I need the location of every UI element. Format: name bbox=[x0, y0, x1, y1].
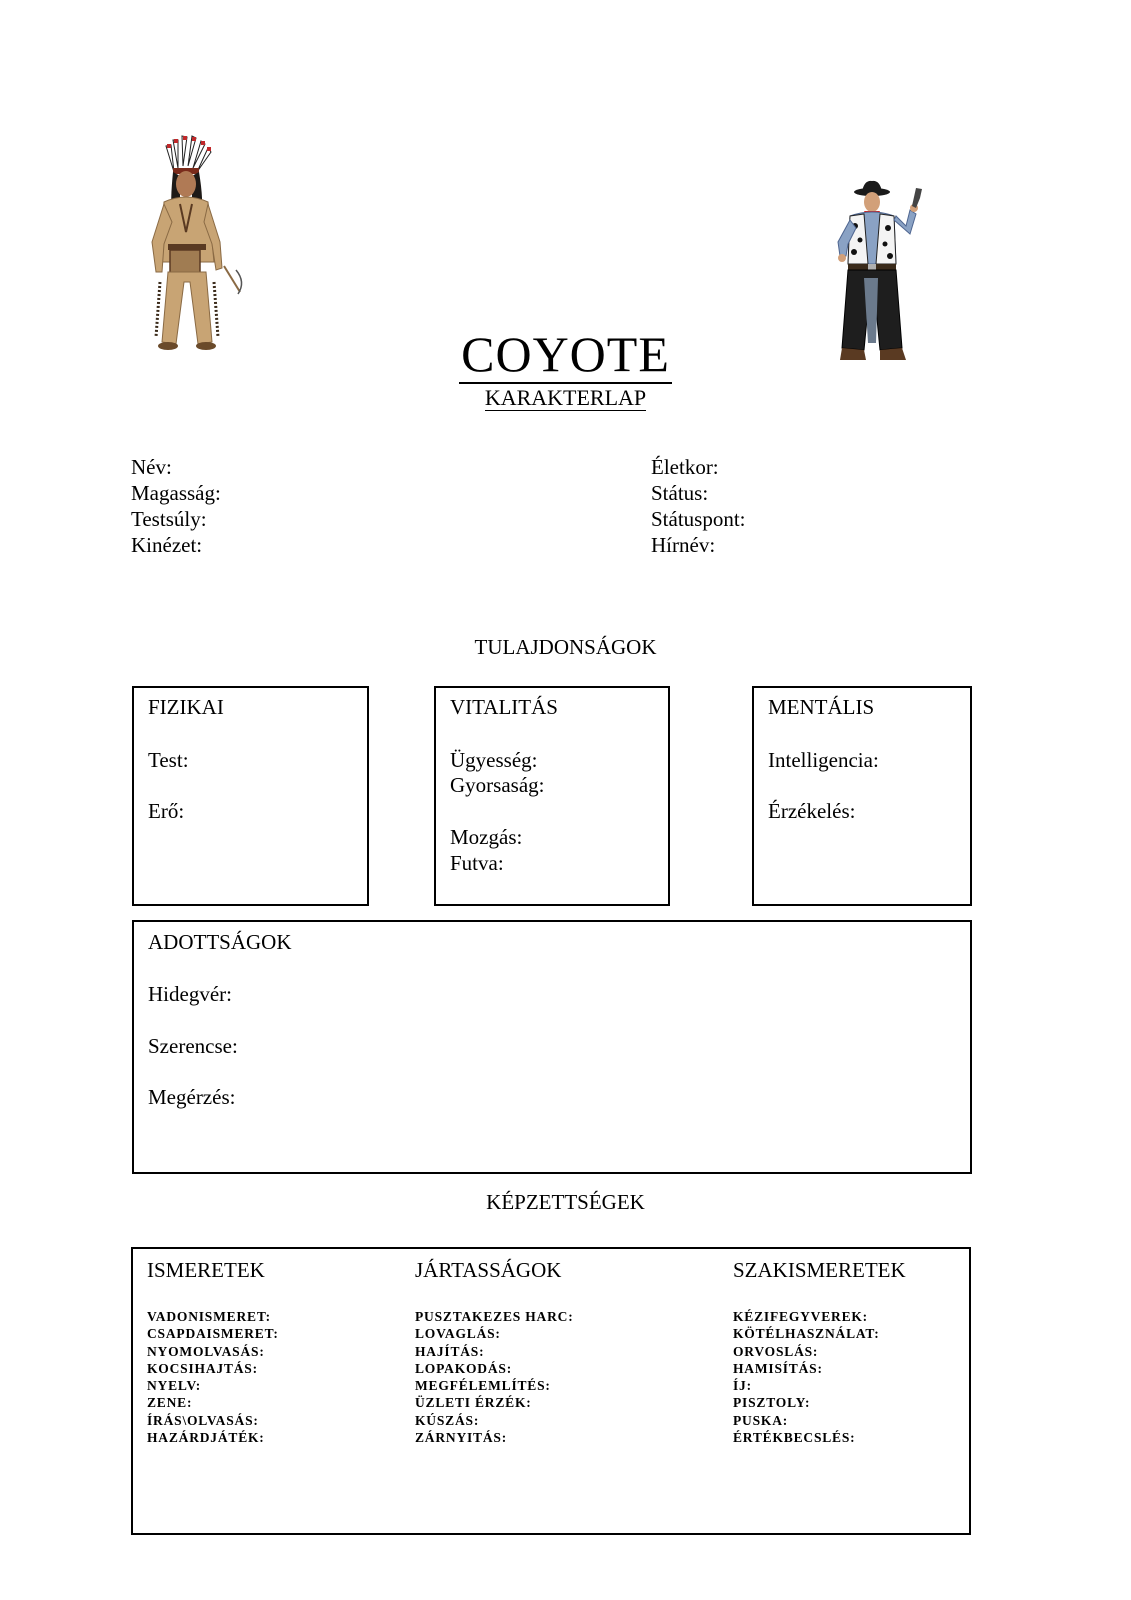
talent-line-intuition: Megérzés: bbox=[148, 1085, 236, 1109]
physical-title: FIZIKAI bbox=[148, 695, 224, 719]
field-height-label: Magasság: bbox=[131, 481, 221, 505]
skill-item: ORVOSLÁS: bbox=[733, 1343, 819, 1359]
skill-item: KOCSIHAJTÁS: bbox=[147, 1360, 258, 1376]
vitality-line-speed: Gyorsaság: bbox=[450, 773, 545, 797]
skill-item: CSAPDAISMERET: bbox=[147, 1326, 279, 1342]
field-status-label: Státus: bbox=[651, 481, 709, 505]
field-name-label: Név: bbox=[131, 455, 172, 479]
skill-item: PISZTOLY: bbox=[733, 1395, 811, 1411]
proficiencies-list bbox=[415, 1308, 574, 1446]
skill-item: MEGFÉLEMLÍTÉS: bbox=[415, 1378, 551, 1394]
skill-item: ÉRTÉKBECSLÉS: bbox=[733, 1430, 856, 1446]
skill-item: NYOMOLVASÁS: bbox=[147, 1343, 265, 1359]
skill-item: HAZÁRDJÁTÉK: bbox=[147, 1430, 265, 1446]
talent-line-luck: Szerencse: bbox=[148, 1034, 238, 1058]
page-subtitle: KARAKTERLAP bbox=[484, 385, 647, 410]
knowledge-list bbox=[147, 1308, 279, 1446]
vitality-line-movement: Mozgás: bbox=[450, 825, 523, 849]
field-age-label: Életkor: bbox=[651, 455, 719, 479]
skill-item: ÍRÁS\OLVASÁS: bbox=[147, 1412, 259, 1428]
personal-fields-right bbox=[651, 454, 746, 558]
field-reputation-label: Hírnév: bbox=[651, 533, 716, 557]
vitality-line-dexterity: Ügyesség: bbox=[450, 748, 538, 772]
vitality-title: VITALITÁS bbox=[450, 695, 558, 719]
skills-box bbox=[131, 1247, 971, 1535]
mental-title: MENTÁLIS bbox=[768, 695, 875, 719]
talent-line-coolness: Hidegvér: bbox=[148, 982, 232, 1006]
physical-line-body: Test: bbox=[148, 748, 189, 772]
skill-item: ZENE: bbox=[147, 1395, 193, 1411]
skill-item: PUSZTAKEZES HARC: bbox=[415, 1309, 574, 1324]
skill-item: ZÁRNYITÁS: bbox=[415, 1430, 508, 1446]
talents-box bbox=[132, 920, 972, 1174]
field-appearance-label: Kinézet: bbox=[131, 533, 203, 557]
skill-item: PUSKA: bbox=[733, 1412, 789, 1428]
skill-item: VADONISMERET: bbox=[147, 1309, 271, 1324]
vitality-line-running: Futva: bbox=[450, 851, 504, 875]
skill-item: HAMISÍTÁS: bbox=[733, 1360, 823, 1376]
expertise-list bbox=[733, 1308, 880, 1446]
personal-fields-left bbox=[131, 454, 221, 558]
expertise-title: SZAKISMERETEK bbox=[733, 1258, 906, 1282]
page-title: COYOTE bbox=[461, 326, 670, 382]
knowledge-title: ISMERETEK bbox=[147, 1258, 265, 1282]
field-status-points-label: Státuspont: bbox=[651, 507, 746, 531]
vitality-box bbox=[434, 686, 670, 906]
mental-line-perception: Érzékelés: bbox=[768, 799, 856, 823]
skill-item: LOVAGLÁS: bbox=[415, 1326, 501, 1342]
skill-item: KÖTÉLHASZNÁLAT: bbox=[733, 1326, 880, 1342]
mental-line-intelligence: Intelligencia: bbox=[768, 748, 879, 772]
attributes-section-title: TULAJDONSÁGOK bbox=[474, 635, 657, 659]
skill-item: ÜZLETI ÉRZÉK: bbox=[415, 1395, 532, 1411]
mental-box bbox=[752, 686, 972, 906]
skill-item: LOPAKODÁS: bbox=[415, 1360, 513, 1376]
skill-item: KÉZIFEGYVEREK: bbox=[733, 1309, 868, 1324]
skill-item: KÚSZÁS: bbox=[415, 1412, 480, 1428]
skill-item: NYELV: bbox=[147, 1378, 202, 1394]
physical-box bbox=[132, 686, 369, 906]
physical-line-strength: Erő: bbox=[148, 799, 185, 823]
skill-item: HAJÍTÁS: bbox=[415, 1343, 485, 1359]
skills-section-title: KÉPZETTSÉGEK bbox=[486, 1190, 645, 1214]
field-weight-label: Testsúly: bbox=[131, 507, 207, 531]
skill-item: ÍJ: bbox=[733, 1378, 752, 1394]
talents-title: ADOTTSÁGOK bbox=[148, 930, 292, 954]
proficiencies-title: JÁRTASSÁGOK bbox=[415, 1258, 562, 1282]
